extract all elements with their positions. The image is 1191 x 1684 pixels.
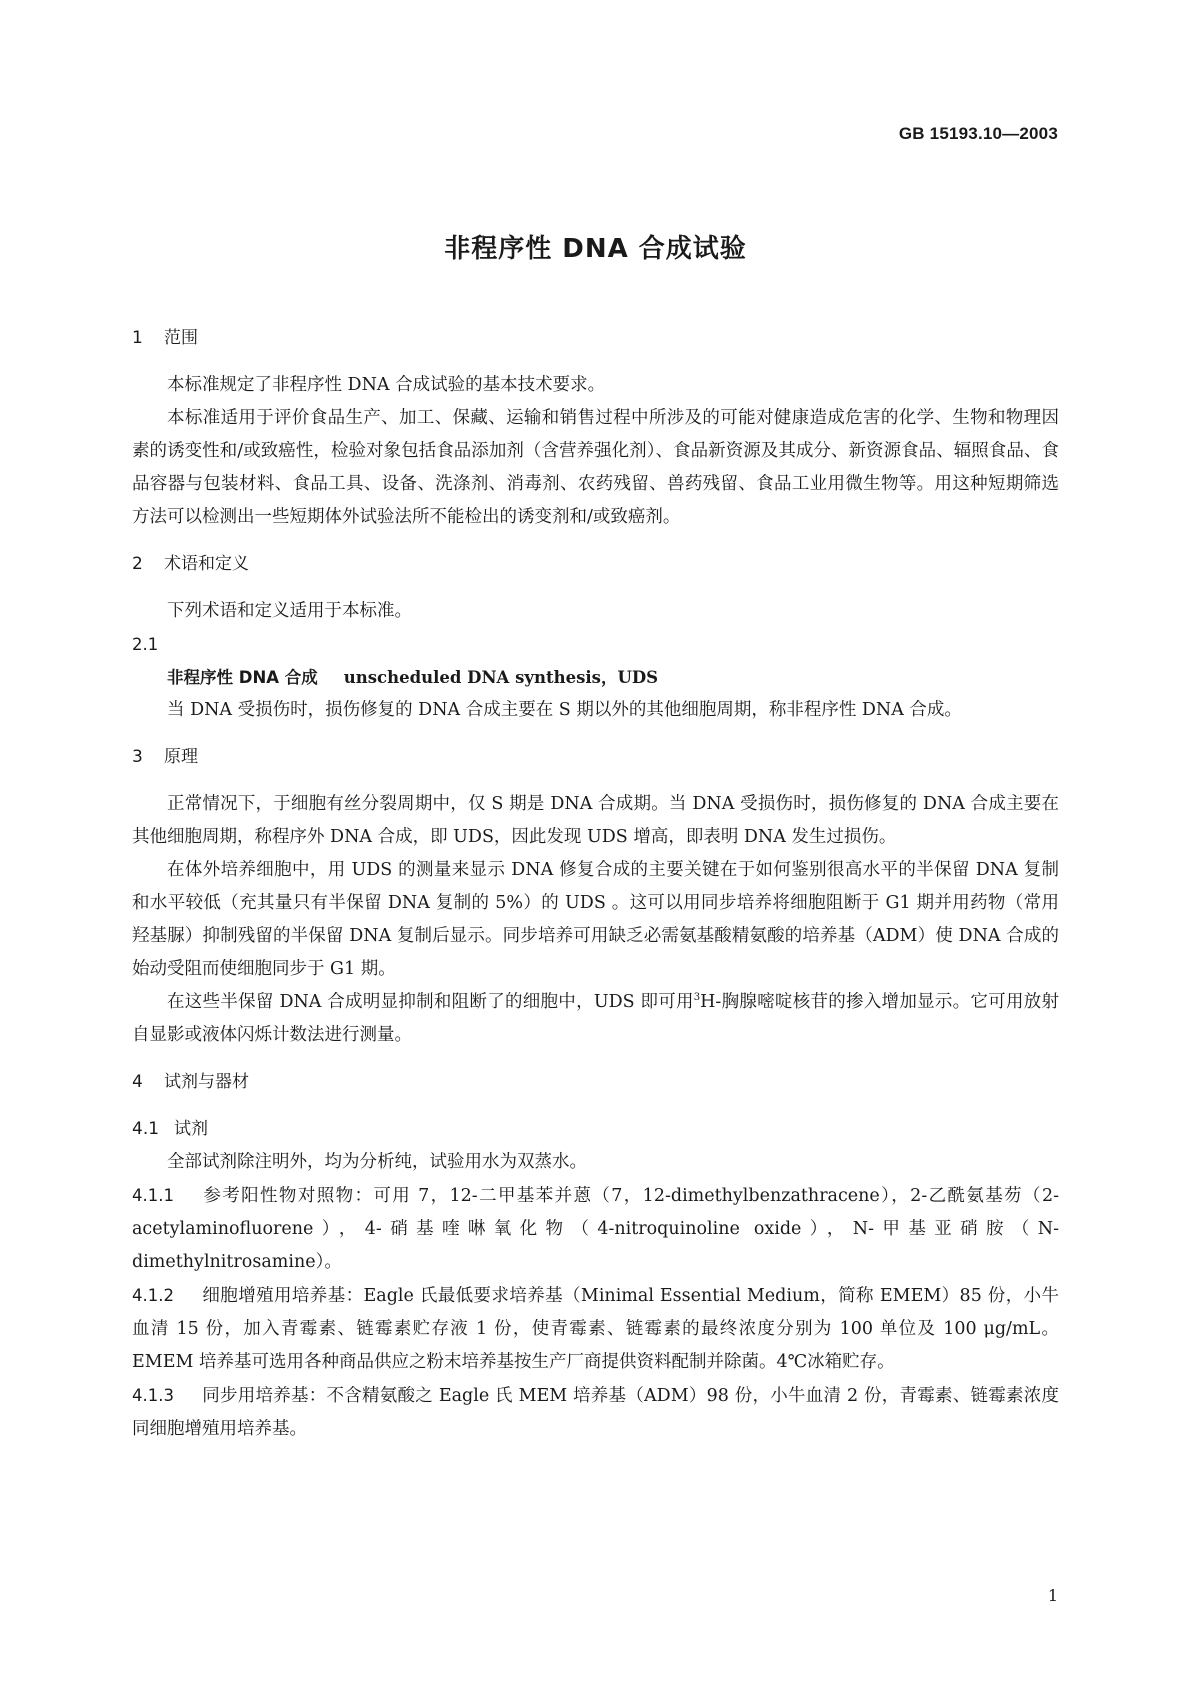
section-title: 术语和定义 [164, 554, 249, 574]
paragraph: 在这些半保留 DNA 合成明显抑制和阻断了的细胞中，UDS 即可用$^3$H-胸腺嘧啶核苷的掺入增加显示。它可用放射自显影或液体闪烁计数法进行测量。 [132, 992, 1059, 1045]
list-item [132, 1279, 1059, 1379]
subsection-number: 4.1 [132, 1119, 160, 1139]
subsection-title: 试剂 [174, 1119, 208, 1139]
paragraph: 本标准规定了非程序性 DNA 合成试验的基本技术要求。 [167, 375, 606, 395]
standard-code: GB 15193.10—2003 [898, 124, 1058, 143]
section-number: 1 [132, 328, 143, 348]
section-heading-reagents [132, 1066, 1059, 1099]
document-body [132, 322, 1059, 1446]
list-item [132, 1179, 1059, 1279]
section-heading-principle [132, 741, 1059, 774]
item-text: 同步用培养基：不含精氨酸之 Eagle 氏 MEM 培养基（ADM）98 份，小牛血清 2 份，青霉素、链霉素浓度同细胞增殖用培养基。 [132, 1386, 1059, 1439]
term-entry [132, 661, 1059, 694]
superscript: 3 [693, 992, 701, 1004]
section-heading-scope [132, 322, 1059, 355]
item-number: 4.1.1 [132, 1186, 174, 1205]
item-number: 4.1.3 [132, 1386, 174, 1405]
paragraph: 本标准适用于评价食品生产、加工、保藏、运输和销售过程中所涉及的可能对健康造成危害的化学、生物和物理因素的诱变性和/或致癌性，检验对象包括食品添加剂（含营养强化剂）、食品新资源及其成分、新资源食品、辐照食品、食品容器与包装材料、食品工具、设备、洗涤剂、消毒剂、农药残留、兽药残留、食品工业用微生物等。用这种短期筛选方法可以检测出一些短期体外试验法所不能检出的诱变剂和/或致癌剂。 [132, 408, 1059, 527]
section-number: 4 [132, 1072, 143, 1092]
section-title: 原理 [164, 747, 198, 767]
document-title: 非程序性 DNA 合成试验 [444, 234, 747, 264]
clause-number: 2.1 [132, 635, 159, 654]
section-title: 范围 [164, 328, 198, 348]
item-number: 4.1.2 [132, 1286, 174, 1305]
paragraph: 正常情况下，于细胞有丝分裂周期中，仅 S 期是 DNA 合成期。当 DNA 受损伤时，损伤修复的 DNA 合成主要在其他细胞周期，称程序外 DNA 合成，即 UDS，因此发现 UDS 增高，即表明 DNA 发生过损伤。 [132, 794, 1059, 847]
page-number: 1 [1047, 1586, 1058, 1605]
term-chinese: 非程序性 DNA 合成 [167, 668, 318, 687]
paragraph: 全部试剂除注明外，均为分析纯，试验用水为双蒸水。 [167, 1152, 587, 1172]
subsection-heading-reagents [132, 1113, 1059, 1146]
section-number: 2 [132, 554, 143, 574]
paragraph: 下列术语和定义适用于本标准。 [167, 601, 412, 621]
term-english: unscheduled DNA synthesis，UDS [343, 668, 659, 687]
term-definition: 当 DNA 受损伤时，损伤修复的 DNA 合成主要在 S 期以外的其他细胞周期，称非程序性 DNA 合成。 [167, 700, 962, 720]
item-text: 细胞增殖用培养基：Eagle 氏最低要求培养基（Minimal Essential Medium，简称 EMEM）85 份，小牛血清 15 份，加入青霉素、链霉素贮存液 1 份，使青霉素、链霉素的最终浓度分别为 100 单位及 100 μg/mL。EMEM 培养基可选用各种商品供应之粉末培养基按生产厂商提供资料配制并除菌。4℃冰箱贮存。 [132, 1286, 1059, 1372]
section-title: 试剂与器材 [164, 1072, 249, 1092]
list-item [132, 1379, 1059, 1446]
section-heading-terms [132, 548, 1059, 581]
section-number: 3 [132, 747, 143, 767]
paragraph: 在体外培养细胞中，用 UDS 的测量来显示 DNA 修复合成的主要关键在于如何鉴别很高水平的半保留 DNA 复制和水平较低（充其量只有半保留 DNA 复制的 5%）的 UDS 。这可以用同步培养将细胞阻断于 G1 期并用药物（常用羟基脲）抑制残留的半保留 DNA 复制后显示。同步培养可用缺乏必需氨基酸精氨酸的培养基（ADM）使 DNA 合成的始动受阻而使细胞同步于 G1 期。 [132, 860, 1059, 979]
item-text: 参考阳性物对照物：可用 7，12-二甲基苯并蒽（7，12-dimethylbenzathracene），2-乙酰氨基芴（2-acetylaminofluorene），4-硝基喹啉氧化物（4-nitroquinoline oxide），N-甲基亚硝胺（N-dimethylnitrosamine）。 [132, 1186, 1059, 1272]
